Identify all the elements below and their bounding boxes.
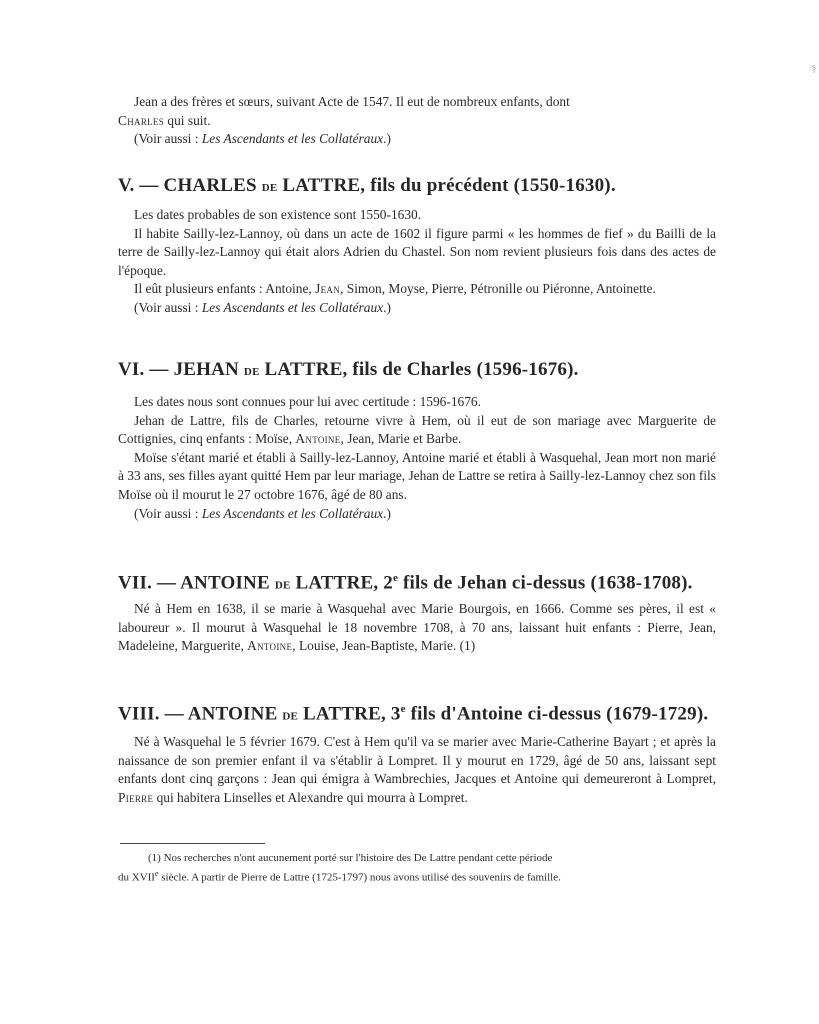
section-vi-p2-after: , Jean, Marie et Barbe.: [340, 431, 462, 447]
section-v-jean: Jean: [315, 281, 341, 297]
heading-v-prefix: V. — CHARLES: [118, 175, 262, 196]
section-vi-body: [118, 393, 716, 523]
intro-charles: Charles: [118, 112, 165, 128]
heading-section-v: [118, 174, 728, 199]
heading-vii-name: LATTRE,: [290, 572, 379, 594]
section-v-p3-before: Il eût plusieurs enfants : Antoine,: [134, 281, 316, 297]
intro-see-also: [118, 130, 716, 149]
section-vi-p2: [118, 412, 716, 449]
footnote-line-2-before: du XVII: [118, 871, 155, 884]
section-vii-p1: [118, 600, 716, 656]
heading-viii-ordinal: 3: [385, 703, 401, 725]
intro-line-2: [118, 112, 716, 131]
heading-vi-name: LATTRE,: [259, 359, 348, 380]
section-v-body: [118, 206, 716, 318]
intro-paragraph: [118, 93, 716, 149]
see-also-title: Les Ascendants et les Collatéraux: [201, 299, 384, 315]
section-vii-p1-after: , Louise, Jean-Baptiste, Marie. (1): [292, 638, 476, 654]
footnote-rule: [120, 843, 265, 844]
section-vi-p3: Moïse s'étant marié et établi à Sailly-lez-Lannoy, Antoine marié et établi à Wasquehal, Jean mort non marié à 33 ans, ses filles ayant quitté Hem par leur mariage, Jehan de Lattre se retira à Sailly-lez-Lannoy chez son fils Moïse où il mourut le 27 octobre 1676, âgé de 80 ans.: [118, 449, 716, 502]
footnote-sup: e: [154, 869, 159, 878]
heading-vii-ordinal: 2: [378, 572, 393, 594]
heading-section-viii: [118, 697, 728, 727]
heading-vii-prefix: VII. — ANTOINE: [118, 572, 275, 594]
section-v-p3-after: , Simon, Moyse, Pierre, Pétronille ou Piéronne, Antoinette.: [340, 281, 656, 297]
section-viii-p1-after: qui habitera Linselles et Alexandre qui mourra à Lompret.: [153, 789, 468, 805]
section-vi-see-also: [118, 505, 716, 524]
see-also-suffix: .): [383, 131, 391, 147]
see-also-suffix: .): [383, 299, 391, 315]
margin-mark: ş: [812, 62, 816, 73]
section-v-p3: [118, 280, 716, 299]
see-also-title: Les Ascendants et les Collatéraux: [201, 131, 384, 147]
section-vi-p2-before: Jehan de Lattre, fils de Charles, retourne vivre à Hem, où il eut de son mariage avec Marguerite de Cottignies, cinq enfants : Moïse,: [118, 412, 716, 447]
see-also-prefix: (Voir aussi :: [134, 131, 202, 147]
heading-vii-sup: e: [392, 572, 399, 584]
heading-vi-suffix: fils de Charles (1596-1676).: [347, 359, 579, 380]
heading-section-vi: [118, 358, 728, 383]
footnote-line-1: (1) Nos recherches n'ont aucunement porté sur l'histoire des De Lattre pendant cette période: [148, 852, 553, 864]
section-v-p2: Il habite Sailly-lez-Lannoy, où dans un acte de 1602 il figure parmi « les hommes de fief » du Bailli de la terre de Sailly-lez-Lannoy qui était alors Adrien du Chastel. Son nom revient plusieurs fois dans des actes de l'époque.: [118, 225, 716, 278]
section-v-p1: Les dates probables de son existence sont 1550-1630.: [134, 207, 422, 222]
section-viii-p1-before: Né à Wasquehal le 5 février 1679. C'est à Hem qu'il va se marier avec Marie-Catherine Bayart ; et après la naissance de son premier enfant il va s'établir à Lompret. Il y mourut en 1729, âgé de 50 ans, laissant sept enfants dont cinq garçons : Jean qui émigra à Wambrechies, Jacques et Antoine qui demeureront à Lompret,: [118, 734, 716, 787]
section-viii-body: [118, 733, 716, 807]
section-vii-antoine: Antoine: [247, 638, 293, 654]
heading-section-vii: [118, 566, 728, 596]
section-vi-p1: Les dates nous sont connues pour lui avec certitude : 1596-1676.: [134, 394, 481, 409]
heading-viii-suffix: fils d'Antoine ci-dessus (1679-1729).: [405, 703, 709, 725]
see-also-title: Les Ascendants et les Collatéraux: [201, 505, 384, 521]
heading-v-particle: de: [261, 179, 278, 195]
section-vii-p1-before: Né à Hem en 1638, il se marie à Wasquehal avec Marie Bourgois, en 1666. Comme ses pères, il est « laboureur ». Il mourut à Wasquehal le 18 novembre 1708, à 70 ans, laissant huit enfants : Pierre, Jean, Madeleine, Marguerite,: [118, 601, 716, 654]
heading-viii-particle: de: [282, 707, 299, 724]
see-also-prefix: (Voir aussi :: [134, 299, 202, 315]
section-vii-body: [118, 600, 716, 656]
heading-viii-name: LATTRE,: [298, 703, 386, 725]
heading-viii-prefix: VIII. — ANTOINE: [118, 703, 283, 725]
footnote-line-2: [118, 866, 718, 886]
section-v-see-also: [118, 299, 716, 318]
section-viii-p1: [118, 733, 716, 807]
intro-line-1: Jean a des frères et sœurs, suivant Acte de 1547. Il eut de nombreux enfants, dont: [134, 94, 570, 109]
heading-v-suffix: fils du précédent (1550-1630).: [365, 175, 616, 196]
section-vi-antoine: Antoine: [295, 431, 341, 447]
heading-viii-sup: e: [400, 703, 406, 715]
footnote-line-2-after: siècle. A partir de Pierre de Lattre (1725-1797) nous avons utilisé des souvenirs de famille.: [158, 871, 561, 884]
see-also-suffix: .): [383, 505, 391, 521]
heading-vii-particle: de: [274, 576, 291, 593]
section-viii-pierre: Pierre: [118, 789, 154, 805]
heading-vi-particle: de: [243, 363, 260, 379]
see-also-prefix: (Voir aussi :: [134, 505, 202, 521]
heading-vi-prefix: VI. — JEHAN: [118, 359, 244, 380]
heading-v-name: LATTRE,: [277, 175, 366, 196]
intro-line-2-rest: qui suit.: [164, 112, 211, 128]
heading-vii-suffix: fils de Jehan ci-dessus (1638-1708).: [398, 572, 693, 594]
